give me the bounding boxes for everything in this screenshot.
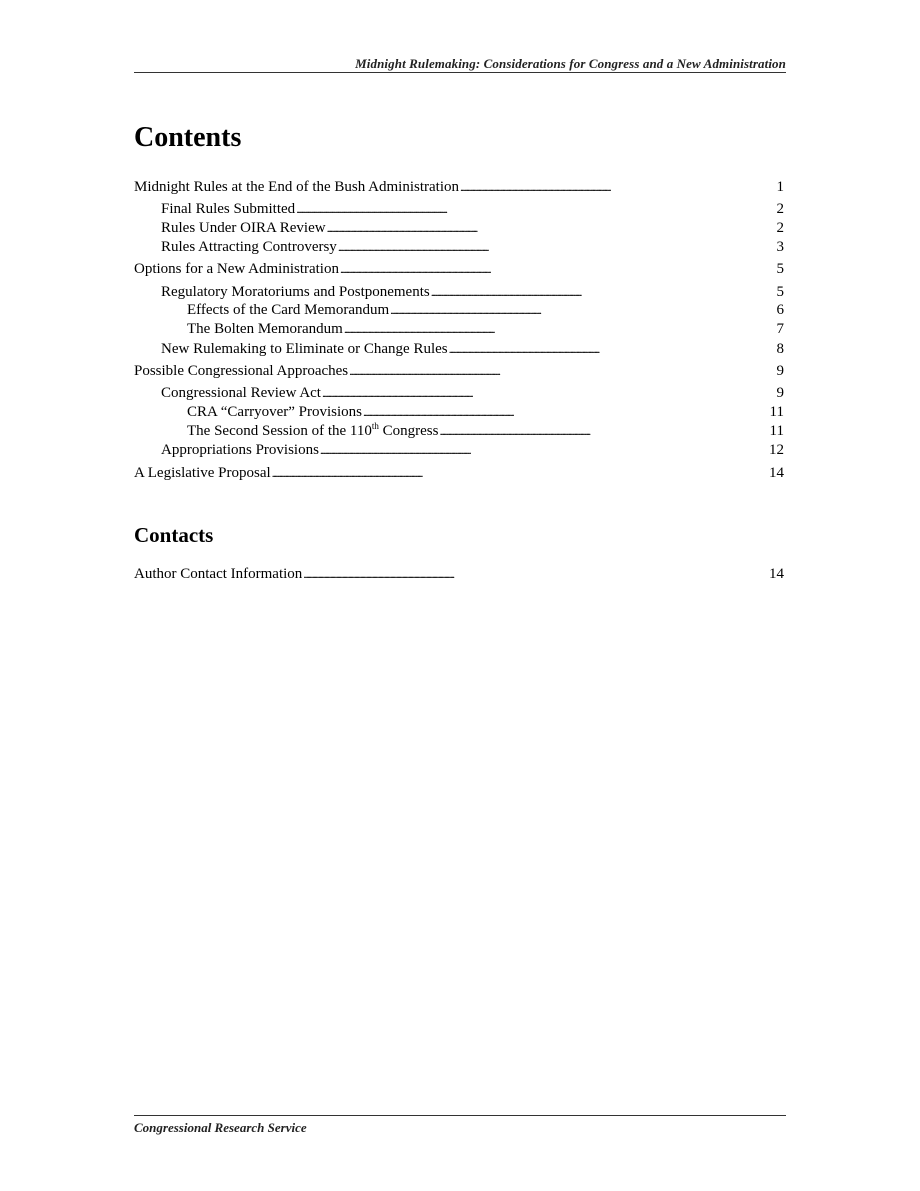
toc-entry-page: 6 bbox=[776, 302, 784, 318]
toc-entry-title: Congressional Review Act bbox=[161, 385, 321, 401]
toc-entry-page: 11 bbox=[769, 404, 784, 420]
toc-entry-title: Final Rules Submitted bbox=[161, 201, 296, 217]
toc-entry-title: Regulatory Moratoriums and Postponements bbox=[161, 284, 430, 300]
toc-entry[interactable] bbox=[161, 219, 784, 237]
toc-entry-page: 5 bbox=[776, 261, 784, 277]
toc-leader bbox=[296, 200, 774, 218]
toc-entry-page: 14 bbox=[769, 465, 784, 481]
toc-entry-page: 9 bbox=[776, 385, 784, 401]
toc-entry-page: 7 bbox=[776, 321, 784, 337]
toc-entry[interactable] bbox=[161, 283, 784, 301]
toc-entry-title: Rules Attracting Controversy bbox=[161, 239, 337, 255]
toc-entry-title: Midnight Rules at the End of the Bush Administration bbox=[134, 179, 459, 195]
toc-leader bbox=[349, 362, 774, 380]
toc-leader bbox=[272, 464, 767, 482]
toc-entry-title: Rules Under OIRA Review bbox=[161, 220, 326, 236]
toc-leader bbox=[338, 238, 775, 256]
footer-rule bbox=[134, 1115, 786, 1116]
toc-entry-page: 9 bbox=[776, 363, 784, 379]
running-footer: Congressional Research Service bbox=[134, 1120, 307, 1135]
toc-entry-title: The Bolten Memorandum bbox=[187, 321, 343, 337]
toc-entry-title: Options for a New Administration bbox=[134, 261, 339, 277]
toc-entry[interactable] bbox=[161, 238, 784, 256]
contents-heading: Contents bbox=[134, 122, 242, 153]
toc-entry-page: 3 bbox=[776, 239, 784, 255]
contacts-heading: Contacts bbox=[134, 523, 214, 547]
toc-entry[interactable] bbox=[161, 441, 784, 459]
toc-entry[interactable] bbox=[134, 464, 784, 482]
toc-entry[interactable] bbox=[134, 178, 784, 196]
toc-leader bbox=[439, 422, 767, 440]
toc-leader bbox=[344, 320, 775, 338]
toc-entry-page: 5 bbox=[776, 284, 784, 300]
toc-entry-title-superscript: th bbox=[371, 421, 379, 431]
toc-entry-title: Possible Congressional Approaches bbox=[134, 363, 349, 379]
toc-leader bbox=[449, 340, 775, 358]
toc-entry[interactable] bbox=[187, 320, 784, 338]
toc-entry[interactable] bbox=[161, 340, 784, 358]
toc-entry-title: Author Contact Information bbox=[134, 566, 303, 582]
running-header: Midnight Rulemaking: Considerations for Congress and a New Administration bbox=[355, 56, 786, 71]
toc-leader bbox=[303, 565, 767, 583]
toc-entry-page: 14 bbox=[769, 566, 784, 582]
toc-entry[interactable] bbox=[187, 403, 784, 421]
toc-entry[interactable] bbox=[187, 301, 784, 319]
toc-entry[interactable] bbox=[134, 362, 784, 380]
toc-entry-page: 2 bbox=[776, 201, 784, 217]
toc-entry-title: Appropriations Provisions bbox=[161, 442, 319, 458]
toc-leader bbox=[390, 301, 774, 319]
toc-entry-page: 12 bbox=[769, 442, 784, 458]
toc-entry[interactable] bbox=[187, 422, 784, 440]
toc-leader bbox=[363, 403, 768, 421]
toc-entry[interactable] bbox=[161, 200, 784, 218]
toc-leader bbox=[327, 219, 775, 237]
toc-entry[interactable] bbox=[161, 384, 784, 402]
toc-entry[interactable] bbox=[134, 260, 784, 278]
toc-leader bbox=[340, 260, 775, 278]
toc-entry-title: A Legislative Proposal bbox=[134, 465, 271, 481]
toc-entry-page: 2 bbox=[776, 220, 784, 236]
toc-entry-title-text: Congress bbox=[378, 423, 439, 439]
toc-leader bbox=[320, 441, 767, 459]
toc-leader bbox=[460, 178, 775, 196]
header-rule bbox=[134, 72, 786, 73]
toc-entry-title: Effects of the Card Memorandum bbox=[187, 302, 390, 318]
toc-entry-page: 1 bbox=[776, 179, 784, 195]
toc-entry-title: New Rulemaking to Eliminate or Change Rules bbox=[161, 341, 448, 357]
toc-entry-title-text: The Second Session of the 110 bbox=[187, 423, 372, 439]
toc-leader bbox=[431, 283, 775, 301]
toc-entry-page: 8 bbox=[776, 341, 784, 357]
toc-entry-title: CRA “Carryover” Provisions bbox=[187, 404, 362, 420]
toc-entry-page: 11 bbox=[769, 423, 784, 439]
toc-entry-title bbox=[187, 422, 438, 440]
toc-leader bbox=[322, 384, 775, 402]
toc-entry[interactable] bbox=[134, 565, 784, 583]
